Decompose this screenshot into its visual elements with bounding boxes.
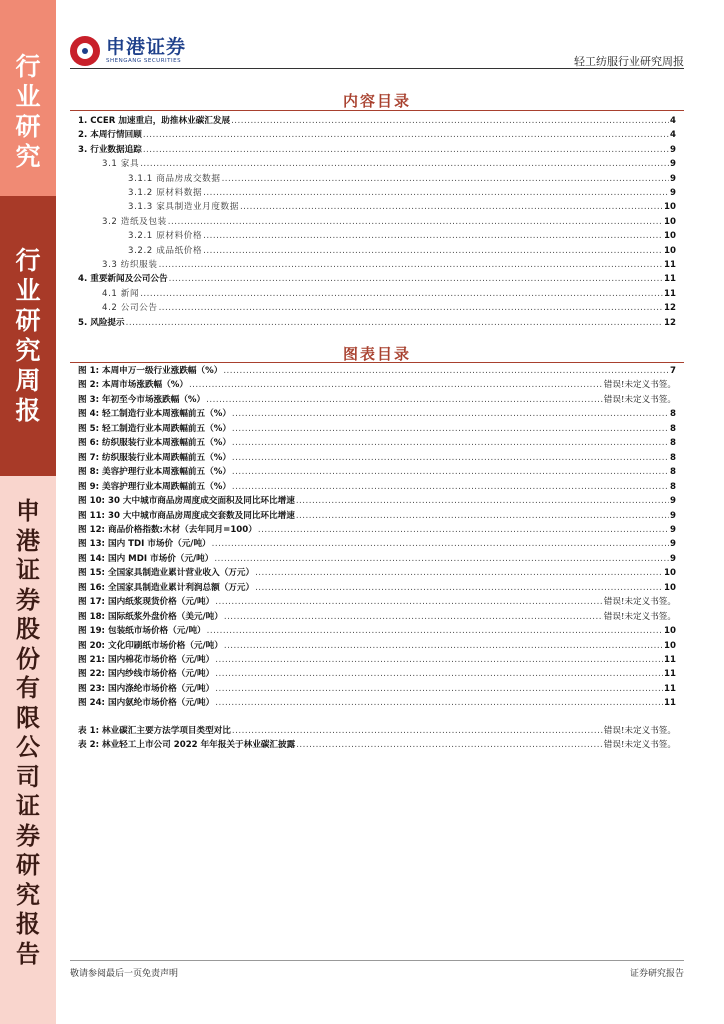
- header-divider: [70, 68, 684, 69]
- logo-chinese-name: 申港证券: [106, 36, 187, 58]
- figure-page-number: 10: [664, 568, 676, 579]
- sidebar-char: 研: [15, 112, 41, 141]
- leader-dots: [232, 724, 603, 738]
- leader-dots: [223, 364, 669, 378]
- sidebar-block-company-name: [0, 476, 56, 1024]
- figure-label: 图 15: 全国家具制造业累计营业收入（万元）: [78, 568, 255, 579]
- toc-page-number: 12: [664, 303, 676, 314]
- toc-row[interactable]: [128, 186, 676, 200]
- toc-row[interactable]: [128, 244, 676, 258]
- leader-dots: [296, 509, 669, 523]
- leader-dots: [232, 436, 669, 450]
- toc-row[interactable]: [78, 143, 676, 157]
- figure-label: 图 14: 国内 MDI 市场价（元/吨）: [78, 553, 214, 564]
- leader-dots: [168, 215, 663, 229]
- figure-label: 图 6: 纺织服装行业本周涨幅前五（%）: [78, 438, 231, 449]
- figure-page-number: 错误!未定义书签。: [603, 611, 676, 622]
- figure-label: 图 2: 本周市场涨跌幅（%）: [78, 380, 188, 391]
- sidebar-char: 限: [16, 702, 40, 732]
- figure-row[interactable]: [78, 653, 676, 667]
- toc-row[interactable]: [128, 229, 676, 243]
- toc-title-divider: [70, 110, 684, 111]
- leader-dots: [296, 494, 669, 508]
- toc-page-number: 11: [664, 260, 676, 270]
- figure-page-number: 8: [670, 409, 676, 420]
- sidebar-char: 港: [16, 525, 40, 555]
- toc-page-number: 9: [670, 144, 676, 155]
- toc-row[interactable]: [102, 215, 676, 229]
- footer-divider: [70, 960, 684, 961]
- toc-page-number: 9: [670, 173, 676, 184]
- toc-label: 3. 行业数据追踪: [78, 144, 142, 155]
- leader-dots: [224, 639, 663, 653]
- table-row[interactable]: [78, 724, 676, 738]
- toc-page-number: 12: [664, 317, 676, 328]
- table-row[interactable]: [78, 738, 676, 752]
- figure-row[interactable]: [78, 480, 676, 494]
- leader-dots: [203, 244, 663, 258]
- leader-dots: [212, 537, 669, 551]
- leader-dots: [215, 696, 663, 710]
- sidebar-char: 券: [16, 820, 40, 850]
- toc-label: 4. 重要新闻及公司公告: [78, 274, 168, 285]
- logo-mark-icon: [70, 36, 100, 66]
- toc-page-number: 10: [664, 231, 676, 242]
- table-label: 表 2: 林业轻工上市公司 2022 年年报关于林业碳汇披露: [78, 740, 296, 751]
- figure-row[interactable]: [78, 552, 676, 566]
- leader-dots: [231, 114, 669, 128]
- leader-dots: [232, 422, 669, 436]
- sidebar-char: 证: [16, 555, 40, 584]
- figure-row[interactable]: [78, 667, 676, 681]
- leader-dots: [232, 451, 669, 465]
- leader-dots: [258, 523, 669, 537]
- sidebar-char: 行: [15, 246, 41, 275]
- figure-page-number: 9: [670, 524, 676, 535]
- sidebar-char: 证: [16, 791, 40, 820]
- figure-page-number: 10: [664, 582, 676, 593]
- toc-label: 2. 本周行情回顾: [78, 130, 142, 141]
- figure-label: 图 4: 轻工制造行业本周涨幅前五（%）: [78, 409, 231, 420]
- toc-page-number: 10: [664, 216, 676, 227]
- figure-row[interactable]: [78, 465, 676, 479]
- footer-disclaimer: 敬请参阅最后一页免责声明: [70, 969, 179, 979]
- leader-dots: [222, 172, 669, 186]
- figure-label: 图 17: 国内纸浆现货价格（元/吨）: [78, 597, 215, 608]
- leader-dots: [140, 287, 663, 301]
- sidebar-char: 研: [15, 306, 41, 335]
- sidebar-char: 申: [16, 496, 40, 525]
- figure-page-number: 11: [664, 669, 676, 680]
- sidebar-char: 行: [15, 52, 41, 81]
- toc-row[interactable]: [102, 287, 676, 301]
- toc-page-number: 9: [670, 159, 676, 170]
- figure-label: 图 10: 30 大中城市商品房周度成交面积及同比环比增速: [78, 496, 295, 507]
- figure-row[interactable]: [78, 378, 676, 392]
- leader-dots: [143, 128, 669, 142]
- leader-dots: [224, 610, 603, 624]
- figure-label: 图 20: 文化印刷纸市场价格（元/吨）: [78, 640, 223, 651]
- figure-row[interactable]: [78, 624, 676, 638]
- toc-row[interactable]: [78, 128, 676, 142]
- toc-label: 1. CCER 加速重启，助推林业碳汇发展: [78, 116, 231, 126]
- figure-label: 图 7: 纺织服装行业本周跌幅前五（%）: [78, 452, 231, 463]
- toc-row[interactable]: [102, 301, 676, 315]
- leader-dots: [140, 157, 669, 171]
- figure-label: 图 3: 年初至今市场涨跌幅（%）: [78, 394, 206, 405]
- figure-page-number: 11: [664, 655, 676, 665]
- leader-dots: [232, 465, 669, 479]
- table-label: 表 1: 林业碳汇主要方法学项目类型对比: [78, 726, 231, 736]
- figure-page-number: 8: [670, 423, 676, 434]
- toc-page-number: 4: [670, 130, 676, 141]
- toc-page-number: 11: [664, 274, 676, 285]
- sidebar-char: 研: [16, 850, 40, 879]
- leader-dots: [255, 581, 663, 595]
- figure-page-number: 11: [664, 683, 676, 694]
- company-logo: [70, 36, 186, 66]
- figure-label: 图 13: 国内 TDI 市场价（元/吨）: [78, 539, 211, 550]
- sidebar-char: 业: [15, 82, 41, 111]
- leader-dots: [126, 316, 663, 330]
- figure-label: 图 19: 包装纸市场价格（元/吨）: [78, 626, 206, 637]
- figure-row[interactable]: [78, 523, 676, 537]
- toc-row[interactable]: [78, 114, 676, 128]
- figures-title: 图表目录: [342, 345, 411, 363]
- table-page-number: 错误!未定义书签。: [603, 726, 676, 736]
- figure-label: 图 1: 本周申万一级行业涨跌幅（%）: [78, 366, 223, 376]
- toc-row[interactable]: [78, 272, 676, 286]
- figure-label: 图 8: 美容护理行业本周涨幅前五（%）: [78, 467, 231, 478]
- sidebar-char: 公: [16, 732, 40, 761]
- leader-dots: [215, 653, 663, 667]
- leader-dots: [203, 186, 669, 200]
- toc-title: 内容目录: [342, 92, 411, 110]
- figure-row[interactable]: [78, 696, 676, 710]
- toc-label: 3.1.2 原材料数据: [128, 188, 203, 198]
- figure-page-number: 8: [670, 452, 676, 463]
- toc-page-number: 11: [664, 288, 676, 299]
- leader-dots: [215, 667, 663, 681]
- leader-dots: [189, 378, 603, 392]
- sidebar-block-weekly-report: [0, 196, 56, 476]
- figure-row[interactable]: [78, 407, 676, 421]
- toc-page-number: 4: [670, 116, 676, 126]
- figure-label: 图 23: 国内涤纶市场价格（元/吨）: [78, 683, 215, 694]
- toc-label: 3.2.1 原材料价格: [128, 231, 203, 242]
- leader-dots: [232, 407, 669, 421]
- toc-label: 5. 风险提示: [78, 317, 125, 328]
- logo-english-name: SHENGANG SECURITIES: [106, 58, 182, 64]
- leader-dots: [296, 738, 603, 752]
- figure-label: 图 11: 30 大中城市商品房周度成交套数及同比环比增速: [78, 510, 295, 521]
- figure-label: 图 12: 商品价格指数:木材（去年同月=100）: [78, 524, 257, 535]
- toc-label: 4.1 新闻: [102, 288, 140, 299]
- leader-dots: [214, 552, 669, 566]
- figure-page-number: 9: [670, 496, 676, 507]
- leader-dots: [232, 480, 669, 494]
- leader-dots: [215, 682, 663, 696]
- leader-dots: [255, 566, 663, 580]
- figure-page-number: 7: [670, 366, 676, 376]
- table-page-number: 错误!未定义书签。: [603, 740, 676, 751]
- toc-row[interactable]: [102, 157, 676, 171]
- report-type: 轻工纺服行业研究周报: [574, 55, 684, 68]
- leader-dots: [159, 258, 663, 272]
- toc-row[interactable]: [102, 258, 676, 272]
- figure-page-number: 10: [664, 626, 676, 637]
- toc-label: 3.1.3 家具制造业月度数据: [128, 202, 239, 213]
- sidebar-char: 份: [16, 643, 40, 673]
- figure-page-number: 错误!未定义书签。: [603, 380, 676, 391]
- toc-page-number: 9: [670, 188, 676, 198]
- figure-page-number: 9: [670, 553, 676, 564]
- toc-label: 4.2 公司公告: [102, 303, 158, 314]
- sidebar-char: 究: [16, 879, 40, 909]
- sidebar-char: 报: [15, 396, 41, 425]
- figure-page-number: 10: [664, 640, 676, 651]
- toc-row[interactable]: [128, 172, 676, 186]
- figure-page-number: 8: [670, 438, 676, 449]
- figure-page-number: 9: [670, 510, 676, 521]
- figure-row[interactable]: [78, 436, 676, 450]
- leader-dots: [206, 393, 603, 407]
- figure-label: 图 24: 国内氨纶市场价格（元/吨）: [78, 698, 215, 709]
- leader-dots: [169, 272, 663, 286]
- figure-label: 图 21: 国内棉花市场价格（元/吨）: [78, 655, 215, 665]
- figure-page-number: 8: [670, 481, 676, 492]
- leader-dots: [143, 143, 669, 157]
- figure-row[interactable]: [78, 422, 676, 436]
- leader-dots: [240, 200, 663, 214]
- toc-label: 3.2.2 成品纸价格: [128, 245, 203, 256]
- figure-page-number: 9: [670, 539, 676, 550]
- sidebar-char: 股: [16, 614, 40, 643]
- sidebar-char: 有: [16, 673, 40, 702]
- figure-label: 图 5: 轻工制造行业本周跌幅前五（%）: [78, 423, 231, 434]
- leader-dots: [215, 595, 603, 609]
- figure-label: 图 9: 美容护理行业本周跌幅前五（%）: [78, 481, 231, 492]
- toc-label: 3.3 纺织服装: [102, 260, 158, 270]
- figure-row[interactable]: [78, 566, 676, 580]
- figure-row[interactable]: [78, 581, 676, 595]
- leader-dots: [203, 229, 663, 243]
- leader-dots: [207, 624, 663, 638]
- figure-row[interactable]: [78, 639, 676, 653]
- sidebar-char: 司: [16, 761, 40, 791]
- figure-row[interactable]: [78, 451, 676, 465]
- figure-label: 图 18: 国际纸浆外盘价格（美元/吨）: [78, 611, 223, 622]
- sidebar-char: 究: [15, 142, 41, 171]
- figure-label: 图 22: 国内纱线市场价格（元/吨）: [78, 669, 215, 680]
- figure-row[interactable]: [78, 610, 676, 624]
- sidebar-char: 周: [15, 366, 41, 395]
- sidebar-char: 报: [16, 909, 40, 938]
- toc-label: 3.1 家具: [102, 159, 140, 170]
- sidebar-block-industry-research: [0, 0, 56, 196]
- footer-report-label: 证券研究报告: [629, 969, 684, 979]
- toc-label: 3.1.1 商品房成交数据: [128, 173, 221, 184]
- toc-label: 3.2 造纸及包装: [102, 216, 167, 227]
- figure-page-number: 错误!未定义书签。: [603, 394, 676, 405]
- figure-row[interactable]: [78, 682, 676, 696]
- toc-page-number: 10: [664, 245, 676, 256]
- figure-page-number: 错误!未定义书签。: [603, 597, 676, 608]
- figure-page-number: 8: [670, 467, 676, 478]
- leader-dots: [159, 301, 663, 315]
- toc-row[interactable]: [128, 200, 676, 214]
- figure-label: 图 16: 全国家具制造业累计利润总额（万元）: [78, 582, 255, 593]
- figure-page-number: 11: [664, 698, 676, 709]
- figure-row[interactable]: [78, 509, 676, 523]
- sidebar-char: 告: [16, 938, 40, 968]
- toc-row[interactable]: [78, 316, 676, 330]
- figure-row[interactable]: [78, 595, 676, 609]
- figure-row[interactable]: [78, 364, 676, 378]
- sidebar-char: 业: [15, 276, 41, 305]
- figure-row[interactable]: [78, 494, 676, 508]
- sidebar-char: 券: [16, 584, 40, 614]
- figures-title-divider: [70, 362, 684, 363]
- sidebar-char: 究: [15, 336, 41, 365]
- figure-row[interactable]: [78, 537, 676, 551]
- toc-page-number: 10: [664, 202, 676, 213]
- figure-row[interactable]: [78, 393, 676, 407]
